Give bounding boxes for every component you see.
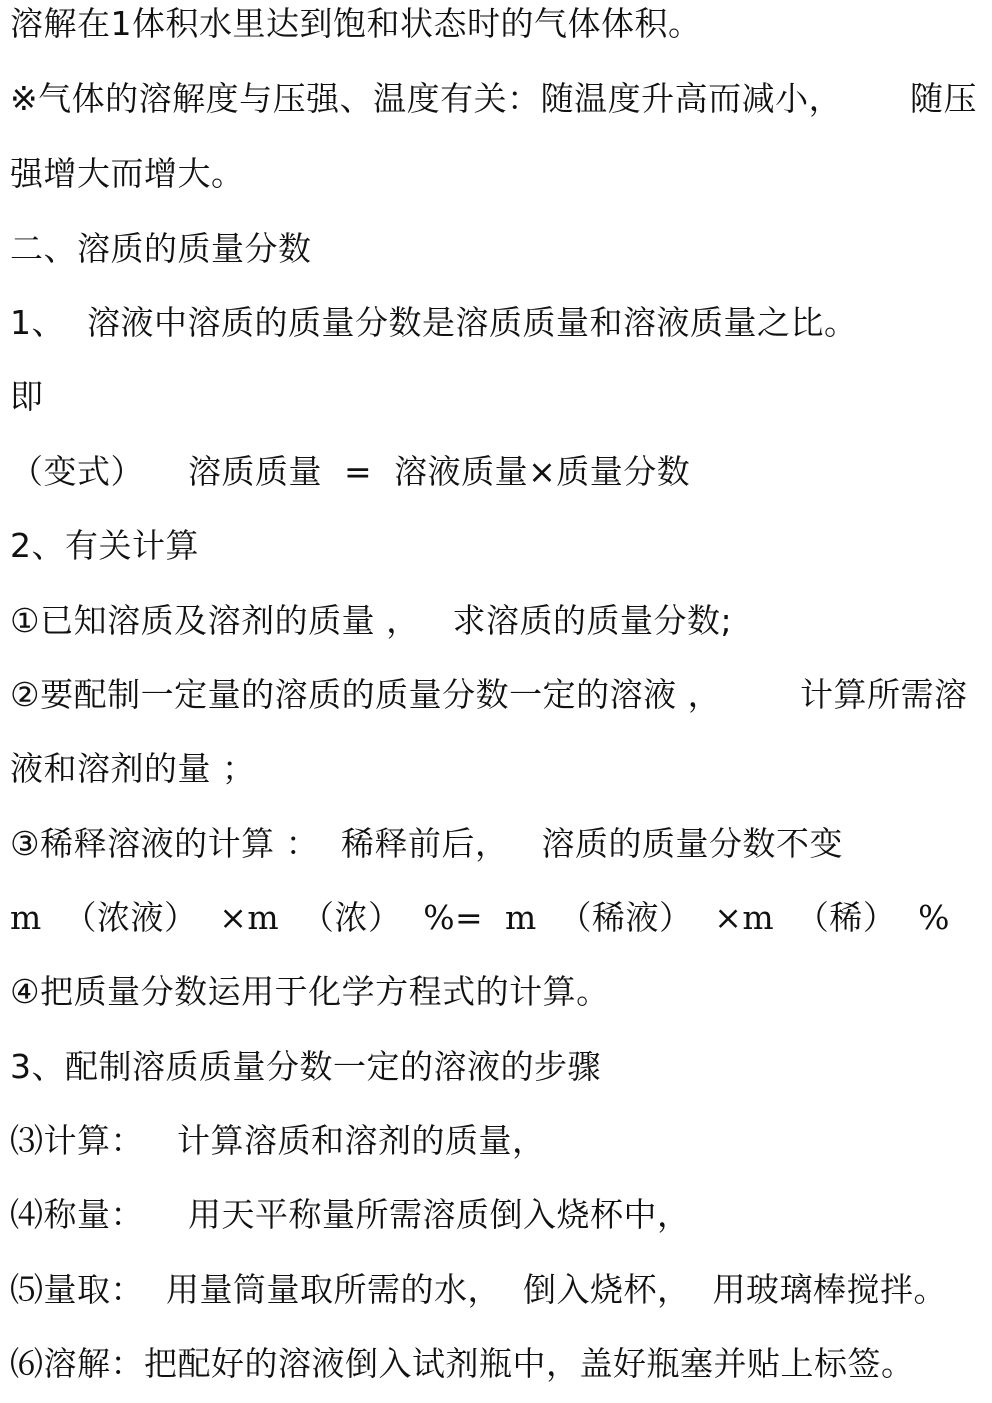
list-item-calc-3: ③稀释溶液的计算 ： 稀释前后， 溶质的质量分数不变: [10, 824, 844, 863]
subheading-preparation-steps: 3、配制溶质质量分数一定的溶液的步骤: [10, 1047, 601, 1086]
list-item-calc-4: ④把质量分数运用于化学方程式的计算。: [10, 972, 610, 1011]
formula-part: （浓液）: [63, 898, 198, 937]
formula-part: %=: [423, 898, 484, 937]
text-line-namely: 即: [10, 377, 44, 416]
section-heading-mass-fraction: 二、溶质的质量分数: [10, 229, 312, 268]
formula-part: ×m: [219, 898, 280, 937]
list-item-calc-1: ①已知溶质及溶剂的质量 ， 求溶质的质量分数;: [10, 601, 733, 640]
formula-part: ×m: [714, 898, 775, 937]
step-dissolve: ⑹溶解：把配好的溶液倒入试剂瓶中，盖好瓶塞并贴上标签。: [10, 1344, 915, 1383]
step-measure: ⑸量取： 用量筒量取所需的水， 倒入烧杯， 用玻璃棒搅拌。: [10, 1270, 947, 1309]
formula-part: m: [504, 898, 537, 937]
formula-part: %: [918, 898, 950, 937]
formula-part: （稀液）: [558, 898, 693, 937]
text-line-gas-solubility-def: 溶解在1体积水里达到饱和状态时的气体体积。: [10, 4, 702, 43]
formula-part: （稀）: [795, 898, 897, 937]
formula-part: m: [10, 898, 42, 937]
step-calculate: ⑶计算： 计算溶质和溶剂的质量，: [10, 1121, 546, 1160]
step-weigh: ⑷称量： 用天平称量所需溶质倒入烧杯中，: [10, 1195, 691, 1234]
text-line-gas-solubility-factors: ※气体的溶解度与压强、温度有关：随温度升高而减小，: [10, 79, 843, 118]
formula-part: （浓）: [300, 898, 402, 937]
text-line-gas-solubility-pressure: 强增大而增大。: [10, 154, 245, 193]
subheading-calculations: 2、有关计算: [10, 526, 199, 565]
text-line-gas-solubility-factors-tail: 随压: [910, 79, 977, 118]
text-line-mass-fraction-definition: 1、 溶液中溶质的质量分数是溶质质量和溶液质量之比。: [10, 303, 858, 342]
list-item-calc-2-continued: 液和溶剂的量 ；: [10, 749, 256, 788]
dilution-formula: [10, 896, 950, 940]
text-line-variant-formula: （变式） 溶质质量 = 溶液质量×质量分数: [10, 452, 691, 491]
list-item-calc-2-tail: 计算所需溶: [800, 675, 968, 714]
list-item-calc-2: ②要配制一定量的溶质的质量分数一定的溶液 ，: [10, 675, 722, 714]
